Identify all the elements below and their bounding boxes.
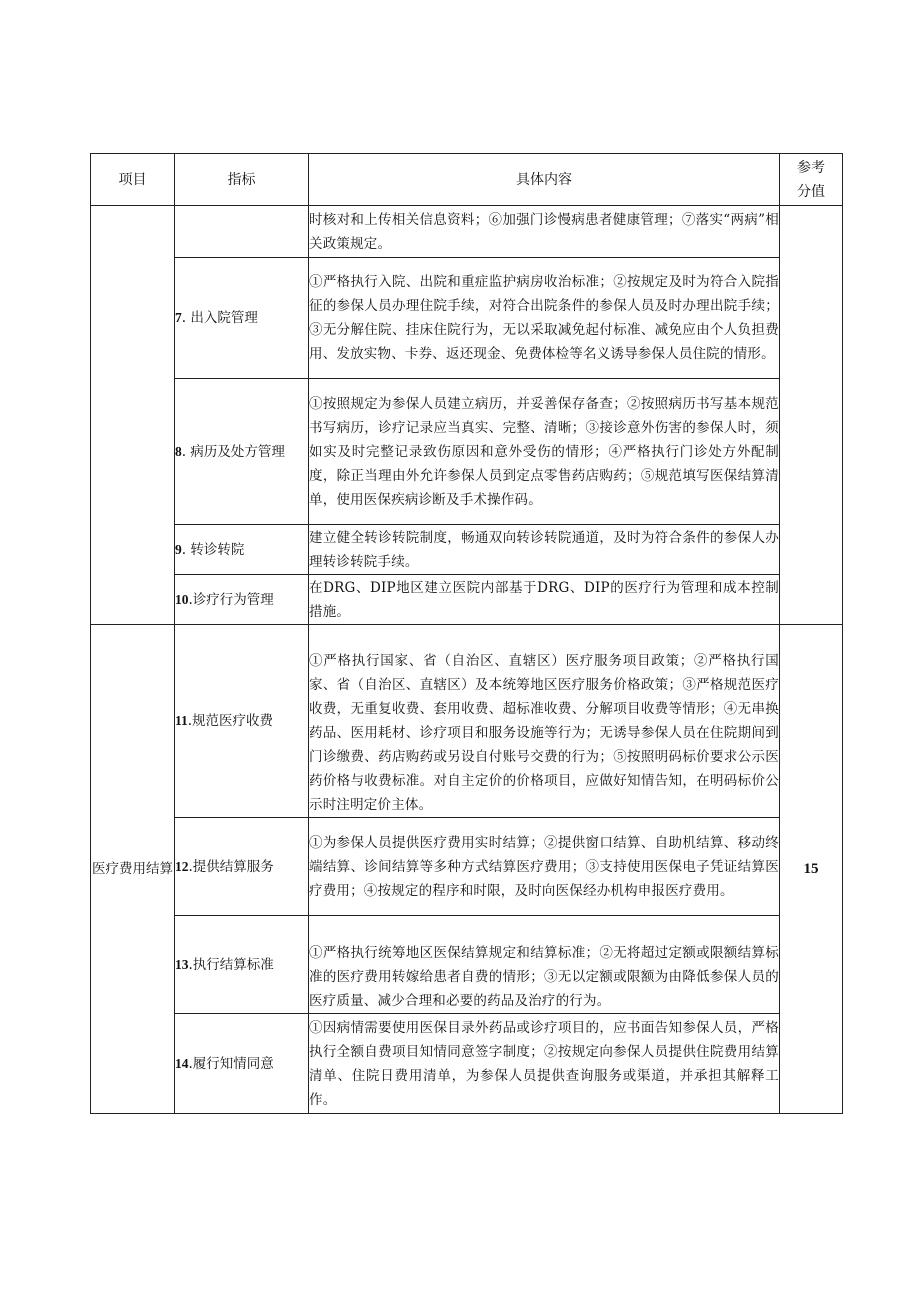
- indicator-10-label: .诊疗行为管理: [188, 591, 274, 608]
- content-10: 在DRG、DIP地区建立医院内部基于DRG、DIP的医疗行为管理和成本控制措施。: [309, 575, 780, 625]
- header-score: [780, 154, 843, 206]
- indicator-7-label: . 出入院管理: [181, 310, 258, 326]
- content-11-spacer: [309, 625, 779, 649]
- indicator-9: [175, 525, 309, 575]
- content-13-spacer: [309, 917, 779, 941]
- indicator-13: [175, 916, 309, 1014]
- header-content: 具体内容: [309, 154, 780, 206]
- indicator-10-num: 10: [175, 591, 189, 607]
- indicator-11: [175, 625, 309, 818]
- header-score-line2: 分值: [797, 183, 825, 200]
- table-row: [91, 916, 843, 1014]
- header-score-line1: 参考: [797, 159, 825, 176]
- indicator-14: [175, 1014, 309, 1114]
- indicator-14-num: 14: [175, 1055, 189, 1071]
- indicator-8-num: 8: [175, 443, 182, 459]
- content-13: [309, 916, 780, 1014]
- indicator-11-label: .规范医疗收费: [187, 713, 274, 729]
- indicator-11-num: 11: [175, 713, 188, 728]
- section-1-score-cell: [780, 206, 843, 625]
- section-1-item-cell: [91, 206, 175, 625]
- table-row: [91, 818, 843, 916]
- section-2-score: 15: [780, 625, 843, 1114]
- indicator-12-num: 12: [175, 858, 189, 874]
- table-row: [91, 525, 843, 575]
- table-row: [91, 575, 843, 625]
- evaluation-table: [90, 153, 843, 1114]
- header-item: 项目: [91, 154, 175, 206]
- indicator-10: [175, 575, 309, 625]
- continued-indicator-cell: [175, 206, 309, 258]
- indicator-14-label: .履行知情同意: [188, 1055, 274, 1072]
- table-row: [91, 206, 843, 258]
- header-row: [91, 154, 843, 206]
- section-2-item: 医疗费用结算: [91, 625, 175, 1114]
- indicator-7-num: 7: [175, 310, 182, 325]
- indicator-9-num: 9: [175, 541, 182, 557]
- indicator-13-num: 13: [175, 956, 189, 972]
- content-7: ①严格执行入院、出院和重症监护病房收治标准；②按规定及时为符合入院指征的参保人员办理住院手续，对符合出院条件的参保人员及时办理出院手续；③无分解住院、挂床住院行为，无以采取减免起付标准、减免应由个人负担费用、发放实物、卡券、返还现金、免费体检等名义诱导参保人员住院的情形。: [309, 258, 780, 379]
- indicator-13-label: .执行结算标准: [188, 956, 274, 973]
- content-14: ①因病情需要使用医保目录外药品或诊疗项目的，应书面告知参保人员，严格执行全额自费项目知情同意签字制度；②按规定向参保人员提供住院费用结算清单、住院日费用清单，为参保人员提供查询服务或渠道，并承担其解释工作。: [309, 1014, 780, 1114]
- indicator-9-label: . 转诊转院: [181, 541, 245, 558]
- content-13-text: ①严格执行统筹地区医保结算规定和结算标准；②无将超过定额或限额结算标准的医疗费用转嫁给患者自费的情形；③无以定额或限额为由降低参保人员的医疗质量、减少合理和必要的药品及治疗的行为。: [309, 944, 779, 1009]
- indicator-7: [175, 258, 309, 379]
- indicator-12-label: .提供结算服务: [188, 858, 274, 875]
- content-9: 建立健全转诊转院制度，畅通双向转诊转院通道，及时为符合条件的参保人办理转诊转院手续。: [309, 525, 780, 575]
- content-11-text: ①严格执行国家、省（自治区、直辖区）医疗服务项目政策；②严格执行国家、省（自治区、直辖区）及本统筹地区医疗服务价格政策；③严格规范医疗收费，无重复收费、套用收费、超标准收费、分解项目收费等情形；④无串换药品、医用耗材、诊疗项目和服务设施等行为；无诱导参保人员在住院期间到门诊缴费、药店购药或另设自付账号交费的行为；⑤按照明码标价要求公示医药价格与收费标准。对自主定价的价格项目，应做好知情告知，在明码标价公示时注明定价主体。: [309, 653, 779, 813]
- header-indicator: 指标: [175, 154, 309, 206]
- continued-content: 时核对和上传相关信息资料；⑥加强门诊慢病患者健康管理；⑦落实“两病”相关政策规定。: [309, 206, 780, 258]
- content-12: ①为参保人员提供医疗费用实时结算；②提供窗口结算、自助机结算、移动终端结算、诊间结算等多种方式结算医疗费用；③支持使用医保电子凭证结算医疗费用；④按规定的程序和时限，及时向医保经办机构申报医疗费用。: [309, 818, 780, 916]
- indicator-8-label: . 病历及处方管理: [181, 443, 285, 460]
- table-row: [91, 379, 843, 525]
- content-11: [309, 625, 780, 818]
- table-row: [91, 258, 843, 379]
- indicator-8: [175, 379, 309, 525]
- table-row: [91, 625, 843, 818]
- content-8: ①按照规定为参保人员建立病历，并妥善保存备查；②按照病历书写基本规范书写病历，诊疗记录应当真实、完整、清晰；③接诊意外伤害的参保人时，须如实及时完整记录致伤原因和意外受伤的情形；④严格执行门诊处方外配制度，除正当理由外允许参保人员到定点零售药店购药；⑤规范填写医保结算清单，使用医保疾病诊断及手术操作码。: [309, 379, 780, 525]
- indicator-12: [175, 818, 309, 916]
- table-row: [91, 1014, 843, 1114]
